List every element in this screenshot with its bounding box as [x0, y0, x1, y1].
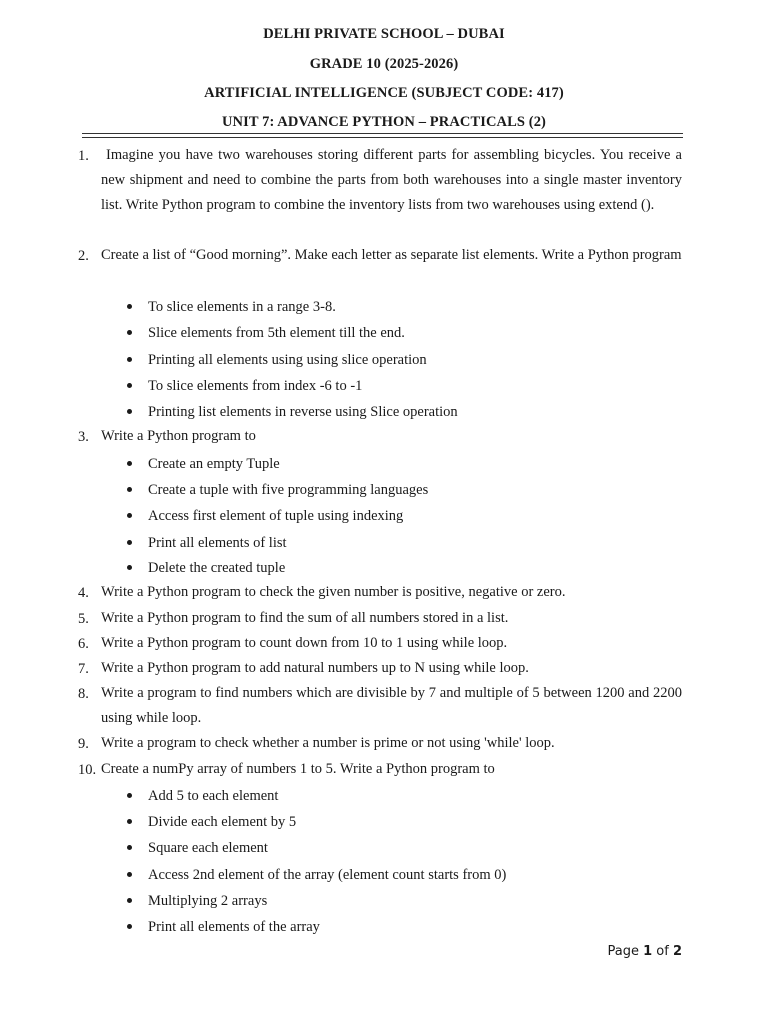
header-rule-top: [82, 133, 683, 134]
bullet-icon: [127, 898, 132, 903]
question-number: 10.: [78, 762, 97, 778]
question-text: Write a Python program to find the sum of all numbers stored in a list.: [101, 610, 509, 626]
list-item: Access first element of tuple using indexing: [148, 508, 404, 524]
list-item: Access 2nd element of the array (element count starts from 0): [148, 867, 507, 883]
bullet-icon: [127, 409, 132, 414]
question-number: 4.: [78, 585, 89, 601]
bullet-icon: [127, 513, 132, 518]
bullet-icon: [127, 872, 132, 877]
total-page-count: 2: [672, 944, 682, 959]
question-number: 1.: [78, 148, 89, 164]
list-item: Printing all elements using using slice operation: [148, 352, 427, 368]
list-item: Create a tuple with five programming languages: [148, 482, 429, 498]
bullet-icon: [127, 793, 132, 798]
unit-title: UNIT 7: ADVANCE PYTHON – PRACTICALS (2): [221, 114, 546, 130]
bullet-icon: [127, 304, 132, 309]
bullet-icon: [127, 487, 132, 492]
question-number: 3.: [78, 429, 89, 445]
question-number: 8.: [78, 686, 89, 702]
list-item: Add 5 to each element: [148, 788, 279, 804]
bullet-icon: [127, 924, 132, 929]
bullet-icon: [127, 330, 132, 335]
question-text: Imagine you have two warehouses storing different parts for assembling bicycles. You receive a new shipment and need to combine the parts from both warehouses into a single master inventory list. Write Python program to combine the inventory lists from two warehouses using extend ().: [101, 147, 682, 213]
list-item: Print all elements of the array: [148, 919, 320, 935]
bullet-icon: [127, 540, 132, 545]
question-text: Write a Python program to check the given number is positive, negative or zero.: [101, 584, 566, 600]
of-word: of: [656, 944, 669, 959]
bullet-icon: [127, 565, 132, 570]
list-item: Create an empty Tuple: [148, 456, 280, 472]
page-footer: [607, 943, 682, 961]
list-item: To slice elements in a range 3-8.: [148, 299, 336, 315]
question-text: Write a Python program to: [101, 428, 256, 444]
question-number: 9.: [78, 736, 89, 752]
list-item: Printing list elements in reverse using Slice operation: [148, 404, 458, 420]
question-number: 5.: [78, 611, 89, 627]
grade-title: GRADE 10 (2025-2026): [309, 56, 459, 72]
list-item: Multiplying 2 arrays: [148, 893, 268, 909]
page-word: Page: [607, 944, 639, 959]
question-text: Write a Python program to count down from 10 to 1 using while loop.: [101, 635, 508, 651]
question-text: Write a Python program to add natural numbers up to N using while loop.: [101, 660, 529, 676]
question-text: Create a list of “Good morning”. Make each letter as separate list elements. Write a Python program: [101, 247, 682, 263]
question-text: Write a program to check whether a number is prime or not using 'while' loop.: [101, 735, 555, 751]
list-item: Square each element: [148, 840, 268, 856]
current-page-number: 1: [643, 944, 653, 959]
bullet-icon: [127, 383, 132, 388]
question-text: Write a program to find numbers which are divisible by 7 and multiple of 5 between 1200 and 2200 using while loop.: [101, 685, 682, 726]
list-item: Print all elements of list: [148, 535, 287, 551]
question-number: 6.: [78, 636, 89, 652]
list-item: To slice elements from index -6 to -1: [148, 378, 363, 394]
bullet-icon: [127, 845, 132, 850]
bullet-icon: [127, 357, 132, 362]
question-number: 7.: [78, 661, 89, 677]
bullet-icon: [127, 819, 132, 824]
school-name: DELHI PRIVATE SCHOOL – DUBAI: [263, 26, 505, 42]
list-item: Divide each element by 5: [148, 814, 297, 830]
list-item: Slice elements from 5th element till the end.: [148, 325, 405, 341]
question-text: Create a numPy array of numbers 1 to 5. Write a Python program to: [101, 761, 495, 777]
header-rule-bottom: [82, 137, 683, 138]
bullet-icon: [127, 461, 132, 466]
question-number: 2.: [78, 248, 89, 264]
list-item: Delete the created tuple: [148, 560, 286, 576]
subject-title: ARTIFICIAL INTELLIGENCE (SUBJECT CODE: 417): [204, 85, 564, 101]
